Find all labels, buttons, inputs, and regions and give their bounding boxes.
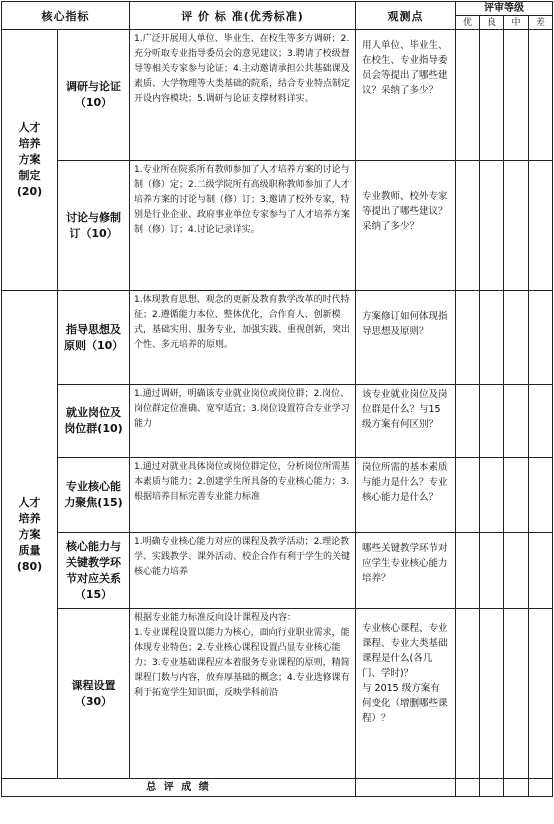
indicator-employment-positions: 就业岗位及 岗位群(10) bbox=[58, 385, 130, 458]
total-score-observation[interactable] bbox=[356, 779, 456, 797]
grade-cell-good[interactable] bbox=[480, 385, 504, 458]
grade-cell-poor[interactable] bbox=[529, 458, 553, 533]
header-grade: 评审等级 bbox=[456, 2, 553, 16]
criteria-guiding-principle: 1.体现教育思想、观念的更新及教育教学改革的时代特征；2.遵循能力本位、整体优化，合作育人、创新模式，基础实用、服务专业，加强实践、重视创新，突出个性、多元培养的原则。 bbox=[130, 291, 356, 385]
indicator-guiding-principle: 指导思想及 原则（10） bbox=[58, 291, 130, 385]
criteria-research: 1.广泛开展用人单位、毕业生、在校生等多方调研；2.充分听取专业指导委员会的意见建议；3.聘请了校级督导等相关专家参与论证；4.主动邀请承担公共基础课及素质、大学物理等大类基础的院系，结合专业特点制定开设内容模块；5.调研与论证支撑材料详实。 bbox=[130, 30, 356, 161]
grade-cell-poor[interactable] bbox=[529, 30, 553, 161]
total-grade-medium[interactable] bbox=[504, 779, 529, 797]
observation-key-teaching-links: 哪些关键教学环节对应学生专业核心能力培养？ bbox=[356, 533, 456, 609]
header-grade-excellent: 优 bbox=[456, 16, 480, 30]
criteria-discussion: 1.专业所在院系所有教师参加了人才培养方案的讨论与制（修）定；2.二级学院所有高级职称教师参加了人才培养方案的讨论与制（修）订；3.邀请了校外专家，特别是行业企业、政府事业单位专家参与了人才培养方案制（修）订；4.讨论记录详实。 bbox=[130, 161, 356, 291]
indicator-curriculum: 课程设置 （30） bbox=[58, 609, 130, 779]
header-criteria: 评 价 标 准(优秀标准) bbox=[130, 2, 356, 30]
observation-discussion: 专业教师、校外专家等提出了哪些建议？采纳了多少？ bbox=[356, 161, 456, 291]
total-grade-excellent[interactable] bbox=[456, 779, 480, 797]
grade-cell-poor[interactable] bbox=[529, 291, 553, 385]
header-grade-medium: 中 bbox=[504, 16, 529, 30]
grade-cell-medium[interactable] bbox=[504, 609, 529, 779]
observation-core-competence: 岗位所需的基本素质与能力是什么？专业核心能力是什么？ bbox=[356, 458, 456, 533]
criteria-curriculum: 根据专业能力标准反向设计课程及内容： 1.专业课程设置以能力为核心，面向行业职业需求，能体现专业特色；2.专业核心课程设置凸显专业核心能力；3.专业基础课程应本着服务专业课程的原则，精简课程门数与内容，放弃厚基础的概念；4.专业选修课有利于拓宽学生知识面，反映学科前沿 bbox=[130, 609, 356, 779]
grade-cell-poor[interactable] bbox=[529, 161, 553, 291]
header-grade-good: 良 bbox=[480, 16, 504, 30]
grade-cell-good[interactable] bbox=[480, 30, 504, 161]
grade-cell-excellent[interactable] bbox=[456, 30, 480, 161]
grade-cell-excellent[interactable] bbox=[456, 291, 480, 385]
grade-cell-medium[interactable] bbox=[504, 458, 529, 533]
header-observation: 观测点 bbox=[356, 2, 456, 30]
header-core-indicator: 核心指标 bbox=[2, 2, 130, 30]
grade-cell-excellent[interactable] bbox=[456, 385, 480, 458]
observation-curriculum: 专业核心课程、专业课程、专业大类基础课程是什么(各几门、学时)？ 与 2015 级方案有何变化（增删哪些课程）？ bbox=[356, 609, 456, 779]
observation-research: 用人单位、毕业生、在校生、专业指导委员会等提出了哪些建议？采纳了多少？ bbox=[356, 30, 456, 161]
indicator-discussion: 讨论与修制 订（10） bbox=[58, 161, 130, 291]
grade-cell-excellent[interactable] bbox=[456, 609, 480, 779]
criteria-key-teaching-links: 1.明确专业核心能力对应的课程及教学活动；2.理论教学、实践教学、课外活动、校企合作有利于学生的关键核心能力培养 bbox=[130, 533, 356, 609]
grade-cell-excellent[interactable] bbox=[456, 533, 480, 609]
header-grade-poor: 差 bbox=[529, 16, 553, 30]
total-grade-poor[interactable] bbox=[529, 779, 553, 797]
observation-guiding-principle: 方案修订如何体现指导思想及原则？ bbox=[356, 291, 456, 385]
grade-cell-medium[interactable] bbox=[504, 291, 529, 385]
total-grade-good[interactable] bbox=[480, 779, 504, 797]
indicator-core-competence: 专业核心能 力聚焦(15) bbox=[58, 458, 130, 533]
grade-cell-good[interactable] bbox=[480, 533, 504, 609]
grade-cell-poor[interactable] bbox=[529, 385, 553, 458]
indicator-key-teaching-links: 核心能力与 关键教学环 节对应关系 （15） bbox=[58, 533, 130, 609]
category-plan-quality: 人才 培养 方案 质量 (80) bbox=[2, 291, 58, 779]
grade-cell-medium[interactable] bbox=[504, 533, 529, 609]
grade-cell-medium[interactable] bbox=[504, 30, 529, 161]
grade-cell-medium[interactable] bbox=[504, 161, 529, 291]
grade-cell-poor[interactable] bbox=[529, 609, 553, 779]
criteria-employment-positions: 1.通过调研，明确该专业就业岗位或岗位群；2.岗位、岗位群定位准确、宽窄适宜；3.岗位设置符合专业学习能力 bbox=[130, 385, 356, 458]
indicator-research: 调研与论证 （10） bbox=[58, 30, 130, 161]
observation-employment-positions: 该专业就业岗位及岗位群是什么？与15级方案有何区别？ bbox=[356, 385, 456, 458]
grade-cell-excellent[interactable] bbox=[456, 458, 480, 533]
grade-cell-good[interactable] bbox=[480, 609, 504, 779]
category-plan-formulation: 人才 培养 方案 制定 (20) bbox=[2, 30, 58, 291]
grade-cell-good[interactable] bbox=[480, 291, 504, 385]
evaluation-table bbox=[1, 1, 553, 797]
grade-cell-good[interactable] bbox=[480, 161, 504, 291]
grade-cell-excellent[interactable] bbox=[456, 161, 480, 291]
criteria-core-competence: 1.通过对就业具体岗位或岗位群定位，分析岗位所需基本素质与能力；2.创建学生所具备的专业核心能力；3.根据培养目标完善专业能力标准 bbox=[130, 458, 356, 533]
grade-cell-poor[interactable] bbox=[529, 533, 553, 609]
grade-cell-good[interactable] bbox=[480, 458, 504, 533]
total-score-label: 总 评 成 绩 bbox=[2, 779, 356, 797]
grade-cell-medium[interactable] bbox=[504, 385, 529, 458]
